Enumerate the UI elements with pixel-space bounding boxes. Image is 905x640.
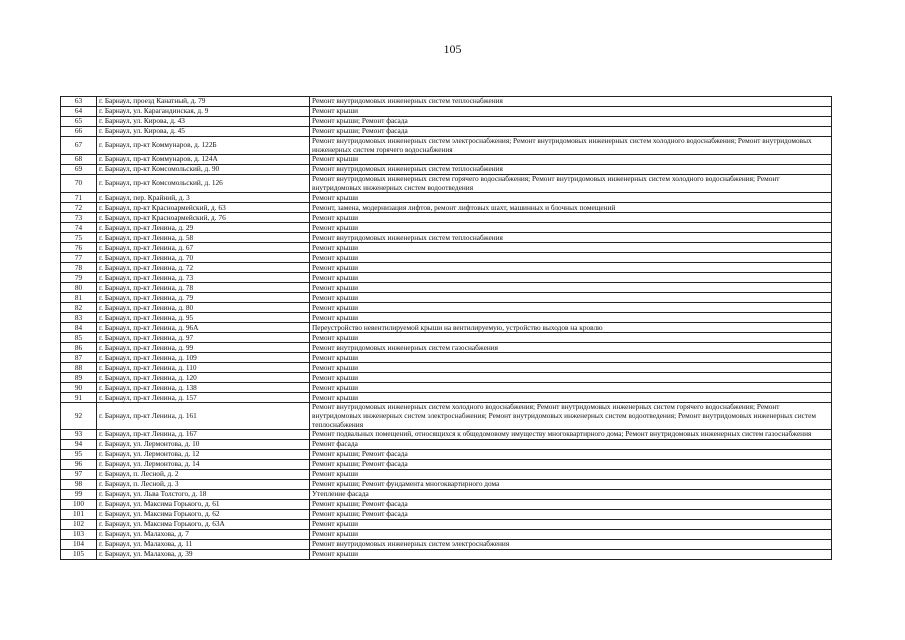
table-row — [61, 530, 832, 540]
work-type-cell: Ремонт крыши; Ремонт фасада — [310, 117, 832, 127]
table-row — [61, 353, 832, 363]
work-type-cell: Ремонт крыши — [310, 520, 832, 530]
address-cell: г. Барнаул, пр-кт Ленина, д. 157 — [97, 393, 310, 403]
address-cell: г. Барнаул, пр-кт Красноармейский, д. 76 — [97, 213, 310, 223]
row-number-cell: 66 — [61, 127, 97, 137]
table-row — [61, 490, 832, 500]
work-type-cell: Ремонт крыши — [310, 107, 832, 117]
table-row — [61, 253, 832, 263]
work-type-cell: Ремонт, замена, модернизация лифтов, ремонт лифтовых шахт, машинных и блочных помещений — [310, 203, 832, 213]
row-number-cell: 85 — [61, 333, 97, 343]
work-type-cell: Ремонт внутридомовых инженерных систем теплоснабжения — [310, 97, 832, 107]
address-cell: г. Барнаул, пр-кт Ленина, д. 80 — [97, 303, 310, 313]
row-number-cell: 78 — [61, 263, 97, 273]
work-type-cell: Ремонт подвальных помещений, относящихся к общедомовому имуществу многоквартирного дома; Ремонт внутридомовых инженерных систем газоснабжения — [310, 430, 832, 440]
table-row — [61, 137, 832, 155]
work-type-cell: Ремонт крыши — [310, 253, 832, 263]
work-type-cell: Ремонт крыши — [310, 353, 832, 363]
table-row — [61, 520, 832, 530]
table-row — [61, 343, 832, 353]
work-type-cell: Ремонт крыши; Ремонт фасада — [310, 500, 832, 510]
address-cell: г. Барнаул, ул. Лермонтова, д. 14 — [97, 460, 310, 470]
row-number-cell: 105 — [61, 550, 97, 560]
table-row — [61, 450, 832, 460]
row-number-cell: 95 — [61, 450, 97, 460]
table-row — [61, 383, 832, 393]
row-number-cell: 94 — [61, 440, 97, 450]
work-type-cell: Ремонт крыши — [310, 243, 832, 253]
table-row — [61, 460, 832, 470]
row-number-cell: 87 — [61, 353, 97, 363]
row-number-cell: 89 — [61, 373, 97, 383]
table-row — [61, 303, 832, 313]
address-cell: г. Барнаул, пр-кт Ленина, д. 29 — [97, 223, 310, 233]
table-row — [61, 403, 832, 430]
address-cell: г. Барнаул, пр-кт Ленина, д. 79 — [97, 293, 310, 303]
work-type-cell: Ремонт крыши — [310, 373, 832, 383]
row-number-cell: 80 — [61, 283, 97, 293]
row-number-cell: 84 — [61, 323, 97, 333]
work-type-cell: Ремонт крыши — [310, 293, 832, 303]
work-type-cell: Ремонт крыши; Ремонт фасада — [310, 510, 832, 520]
work-type-cell: Ремонт крыши — [310, 193, 832, 203]
work-type-cell: Ремонт крыши; Ремонт фасада — [310, 127, 832, 137]
address-cell: г. Барнаул, пр-кт Ленина, д. 73 — [97, 273, 310, 283]
row-number-cell: 102 — [61, 520, 97, 530]
address-cell: г. Барнаул, пер. Крайний, д. 3 — [97, 193, 310, 203]
work-type-cell: Ремонт крыши — [310, 470, 832, 480]
address-cell: г. Барнаул, пр-кт Ленина, д. 70 — [97, 253, 310, 263]
row-number-cell: 93 — [61, 430, 97, 440]
table-row — [61, 213, 832, 223]
table-row — [61, 440, 832, 450]
table-row — [61, 107, 832, 117]
row-number-cell: 81 — [61, 293, 97, 303]
address-cell: г. Барнаул, пр-кт Красноармейский, д. 63 — [97, 203, 310, 213]
address-cell: г. Барнаул, ул. Максима Горького, д. 61 — [97, 500, 310, 510]
row-number-cell: 68 — [61, 155, 97, 165]
address-cell: г. Барнаул, ул. Льва Толстого, д. 18 — [97, 490, 310, 500]
table-row — [61, 363, 832, 373]
address-cell: г. Барнаул, пр-кт Ленина, д. 78 — [97, 283, 310, 293]
address-cell: г. Барнаул, ул. Карагандинская, д. 9 — [97, 107, 310, 117]
address-cell: г. Барнаул, п. Лесной, д. 3 — [97, 480, 310, 490]
table-row — [61, 273, 832, 283]
row-number-cell: 82 — [61, 303, 97, 313]
address-cell: г. Барнаул, пр-кт Комсомольский, д. 126 — [97, 175, 310, 193]
row-number-cell: 64 — [61, 107, 97, 117]
row-number-cell: 72 — [61, 203, 97, 213]
address-cell: г. Барнаул, ул. Малахова, д. 7 — [97, 530, 310, 540]
table-row — [61, 500, 832, 510]
row-number-cell: 99 — [61, 490, 97, 500]
row-number-cell: 70 — [61, 175, 97, 193]
table-row — [61, 430, 832, 440]
table-row — [61, 540, 832, 550]
table-row — [61, 193, 832, 203]
row-number-cell: 75 — [61, 233, 97, 243]
table-row — [61, 393, 832, 403]
work-type-cell: Ремонт крыши — [310, 213, 832, 223]
row-number-cell: 76 — [61, 243, 97, 253]
work-type-cell: Ремонт внутридомовых инженерных систем холодного водоснабжения; Ремонт внутридомовых инженерных систем горячего водоснабжения; Ремонт внутридомовых инженерных систем электроснабжения; Ремонт внутридомовых инженерных систем водоотведения; Ремонт внутридомовых инженерных систем теплоснабжения — [310, 403, 832, 430]
address-cell: г. Барнаул, ул. Лермонтова, д. 10 — [97, 440, 310, 450]
table-row — [61, 165, 832, 175]
work-type-cell: Ремонт крыши — [310, 273, 832, 283]
table-row — [61, 323, 832, 333]
table-row — [61, 470, 832, 480]
row-number-cell: 67 — [61, 137, 97, 155]
table-row — [61, 243, 832, 253]
table-row — [61, 550, 832, 560]
table-row — [61, 223, 832, 233]
row-number-cell: 77 — [61, 253, 97, 263]
page-number: 105 — [443, 42, 462, 56]
address-cell: г. Барнаул, пр-кт Ленина, д. 72 — [97, 263, 310, 273]
address-cell: г. Барнаул, п. Лесной, д. 2 — [97, 470, 310, 480]
row-number-cell: 88 — [61, 363, 97, 373]
row-number-cell: 65 — [61, 117, 97, 127]
row-number-cell: 104 — [61, 540, 97, 550]
row-number-cell: 92 — [61, 403, 97, 430]
address-cell: г. Барнаул, ул. Кирова, д. 45 — [97, 127, 310, 137]
work-type-cell: Ремонт крыши; Ремонт фундамента многоквартирного дома — [310, 480, 832, 490]
table-row — [61, 175, 832, 193]
table-row — [61, 97, 832, 107]
repair-registry-table — [60, 96, 832, 560]
address-cell: г. Барнаул, ул. Малахова, д. 39 — [97, 550, 310, 560]
row-number-cell: 79 — [61, 273, 97, 283]
row-number-cell: 69 — [61, 165, 97, 175]
address-cell: г. Барнаул, пр-кт Ленина, д. 58 — [97, 233, 310, 243]
work-type-cell: Ремонт внутридомовых инженерных систем теплоснабжения — [310, 233, 832, 243]
row-number-cell: 97 — [61, 470, 97, 480]
row-number-cell: 90 — [61, 383, 97, 393]
work-type-cell: Ремонт крыши; Ремонт фасада — [310, 450, 832, 460]
address-cell: г. Барнаул, пр-кт Ленина, д. 120 — [97, 373, 310, 383]
table-row — [61, 480, 832, 490]
table-row — [61, 127, 832, 137]
row-number-cell: 96 — [61, 460, 97, 470]
address-cell: г. Барнаул, пр-кт Ленина, д. 138 — [97, 383, 310, 393]
row-number-cell: 91 — [61, 393, 97, 403]
work-type-cell: Ремонт внутридомовых инженерных систем электроснабжения — [310, 540, 832, 550]
address-cell: г. Барнаул, пр-кт Ленина, д. 96А — [97, 323, 310, 333]
address-cell: г. Барнаул, ул. Малахова, д. 11 — [97, 540, 310, 550]
row-number-cell: 103 — [61, 530, 97, 540]
address-cell: г. Барнаул, пр-кт Ленина, д. 97 — [97, 333, 310, 343]
work-type-cell: Переустройство невентилируемой крыши на вентилируемую, устройство выходов на кровлю — [310, 323, 832, 333]
table-row — [61, 117, 832, 127]
address-cell: г. Барнаул, ул. Максима Горького, д. 63А — [97, 520, 310, 530]
work-type-cell: Ремонт крыши; Ремонт фасада — [310, 460, 832, 470]
work-type-cell: Ремонт крыши — [310, 530, 832, 540]
row-number-cell: 83 — [61, 313, 97, 323]
table-row — [61, 313, 832, 323]
table-row — [61, 373, 832, 383]
work-type-cell: Ремонт крыши — [310, 313, 832, 323]
work-type-cell: Ремонт фасада — [310, 440, 832, 450]
address-cell: г. Барнаул, пр-кт Ленина, д. 110 — [97, 363, 310, 373]
row-number-cell: 100 — [61, 500, 97, 510]
address-cell: г. Барнаул, ул. Максима Горького, д. 62 — [97, 510, 310, 520]
address-cell: г. Барнаул, пр-кт Ленина, д. 95 — [97, 313, 310, 323]
address-cell: г. Барнаул, пр-кт Комсомольский, д. 90 — [97, 165, 310, 175]
table-row — [61, 283, 832, 293]
row-number-cell: 101 — [61, 510, 97, 520]
work-type-cell: Ремонт внутридомовых инженерных систем горячего водоснабжения; Ремонт внутридомовых инженерных систем холодного водоснабжения; Ремонт внутридомовых инженерных систем водоотведения — [310, 175, 832, 193]
row-number-cell: 71 — [61, 193, 97, 203]
work-type-cell: Ремонт крыши — [310, 383, 832, 393]
table-row — [61, 333, 832, 343]
work-type-cell: Ремонт крыши — [310, 550, 832, 560]
address-cell: г. Барнаул, ул. Кирова, д. 43 — [97, 117, 310, 127]
table-row — [61, 263, 832, 273]
work-type-cell: Ремонт крыши — [310, 333, 832, 343]
table-row — [61, 233, 832, 243]
work-type-cell: Ремонт крыши — [310, 303, 832, 313]
work-type-cell: Ремонт крыши — [310, 223, 832, 233]
work-type-cell: Ремонт крыши — [310, 155, 832, 165]
work-type-cell: Ремонт внутридомовых инженерных систем электроснабжения; Ремонт внутридомовых инженерных систем холодного водоснабжения; Ремонт внутридомовых инженерных систем горячего водоснабжения — [310, 137, 832, 155]
row-number-cell: 98 — [61, 480, 97, 490]
table-row — [61, 155, 832, 165]
address-cell: г. Барнаул, пр-кт Ленина, д. 67 — [97, 243, 310, 253]
address-cell: г. Барнаул, пр-кт Коммунаров, д. 122Б — [97, 137, 310, 155]
address-cell: г. Барнаул, пр-кт Ленина, д. 99 — [97, 343, 310, 353]
work-type-cell: Ремонт крыши — [310, 283, 832, 293]
work-type-cell: Ремонт крыши — [310, 263, 832, 273]
table-row — [61, 293, 832, 303]
address-cell: г. Барнаул, пр-кт Ленина, д. 109 — [97, 353, 310, 363]
row-number-cell: 86 — [61, 343, 97, 353]
row-number-cell: 63 — [61, 97, 97, 107]
table-row — [61, 510, 832, 520]
work-type-cell: Ремонт крыши — [310, 393, 832, 403]
address-cell: г. Барнаул, пр-кт Ленина, д. 167 — [97, 430, 310, 440]
address-cell: г. Барнаул, пр-кт Ленина, д. 161 — [97, 403, 310, 430]
work-type-cell: Ремонт внутридомовых инженерных систем газоснабжения — [310, 343, 832, 353]
row-number-cell: 73 — [61, 213, 97, 223]
address-cell: г. Барнаул, проезд Канатный, д. 79 — [97, 97, 310, 107]
address-cell: г. Барнаул, пр-кт Коммунаров, д. 124А — [97, 155, 310, 165]
work-type-cell: Утепление фасада — [310, 490, 832, 500]
table-row — [61, 203, 832, 213]
work-type-cell: Ремонт внутридомовых инженерных систем теплоснабжения — [310, 165, 832, 175]
work-type-cell: Ремонт крыши — [310, 363, 832, 373]
address-cell: г. Барнаул, ул. Лермонтова, д. 12 — [97, 450, 310, 460]
row-number-cell: 74 — [61, 223, 97, 233]
table-body — [61, 97, 832, 560]
